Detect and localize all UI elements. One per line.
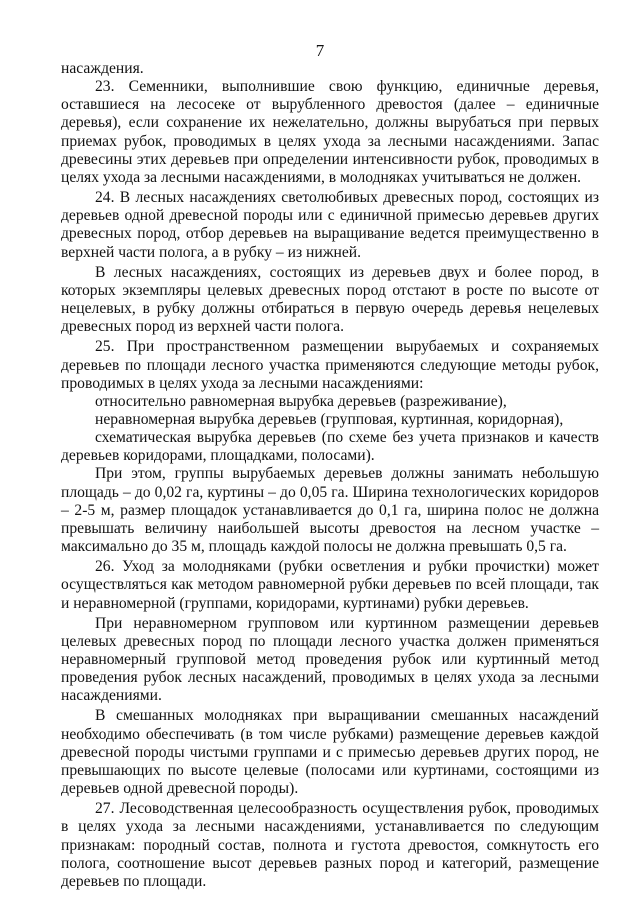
list-item-schematic-felling: схематическая вырубка деревьев (по схеме без учета признаков и качеств деревьев коридорами, площадками, полосами). xyxy=(61,429,599,465)
page-number: 7 xyxy=(315,41,325,60)
list-item-nonuniform-felling: неравномерная вырубка деревьев (групповая, куртинная, коридорная), xyxy=(95,410,564,428)
document-body xyxy=(61,60,599,891)
paragraph-mixed-stands: В лесных насаждениях, состоящих из деревьев двух и более пород, в которых экземпляры целевых древесных пород отстают в росте по высоте от нецелевых, в рубку должны отбираться в первую очередь деревья нецелевых древесных пород из верхней части полога. xyxy=(61,263,599,336)
paragraph-continuation: насаждения. xyxy=(61,60,144,77)
paragraph-group-sizes: При этом, группы вырубаемых деревьев должны занимать небольшую площадь – до 0,02 га, куртины – до 0,05 га. Ширина технологических коридоров – 2-5 м, размер площадок устанавливается до 0,1 га, ширина полос не должна превышать величину наибольшей высоты древостоя на лесном участке – максимально до 35 м, площадь каждой полосы не должна превышать 0,5 га. xyxy=(61,465,599,556)
paragraph-item-23: 23. Семенники, выполнившие свою функцию, единичные деревья, оставшиеся на лесосеке от вырубленного древостоя (далее – единичные деревья), если сохранение их нежелательно, должны вырубаться при первых приемах рубок, проводимых в целях ухода за лесными насаждениями. Запас древесины этих деревьев при определении интенсивности рубок, проводимых в целях ухода за лесными насаждениями, в молодняках учитываться не должен. xyxy=(61,78,599,186)
paragraph-item-24: 24. В лесных насаждениях светолюбивых древесных пород, состоящих из деревьев одной древесной породы или с единичной примесью деревьев других древесных пород, отбор деревьев на выращивание ведется преимущественно в верхней части полога, а в рубку – из нижней. xyxy=(61,189,599,261)
list-item-uniform-felling: относительно равномерная вырубка деревьев (разреживание), xyxy=(95,392,507,410)
paragraph-nonuniform-placement: При неравномерном групповом или куртинном размещении деревьев целевых древесных пород по площади лесного участка должен применяться неравномерный групповой метод проведения рубок или куртинный метод проведения рубок лесных насаждений, проводимых в целях ухода за лесными насаждениями. xyxy=(61,614,599,705)
paragraph-mixed-young-stands: В смешанных молодняках при выращивании смешанных насаждений необходимо обеспечивать (в том числе рубками) размещение деревьев каждой древесной породы чистыми группами и с примесью деревьев других пород, не превышающих по высоте целевые (полосами или куртинами, состоящими из деревьев одной древесной породы). xyxy=(61,707,599,798)
paragraph-item-27: 27. Лесоводственная целесообразность осуществления рубок, проводимых в целях ухода за лесными насаждениями, устанавливается по следующим признакам: породный состав, полнота и густота древостоя, сомкнутость его полога, соотношение высот деревьев разных пород и категорий, размещение деревьев по площади. xyxy=(61,800,599,890)
paragraph-item-25: 25. При пространственном размещении вырубаемых и сохраняемых деревьев по площади лесного участка применяются следующие методы рубок, проводимых в целях ухода за лесными насаждениями: xyxy=(61,338,599,392)
paragraph-item-26: 26. Уход за молодняками (рубки осветления и рубки прочистки) может осуществляться как методом равномерной рубки деревьев по всей площади, так и неравномерной (группами, коридорами, куртинами) рубки деревьев. xyxy=(61,558,599,612)
